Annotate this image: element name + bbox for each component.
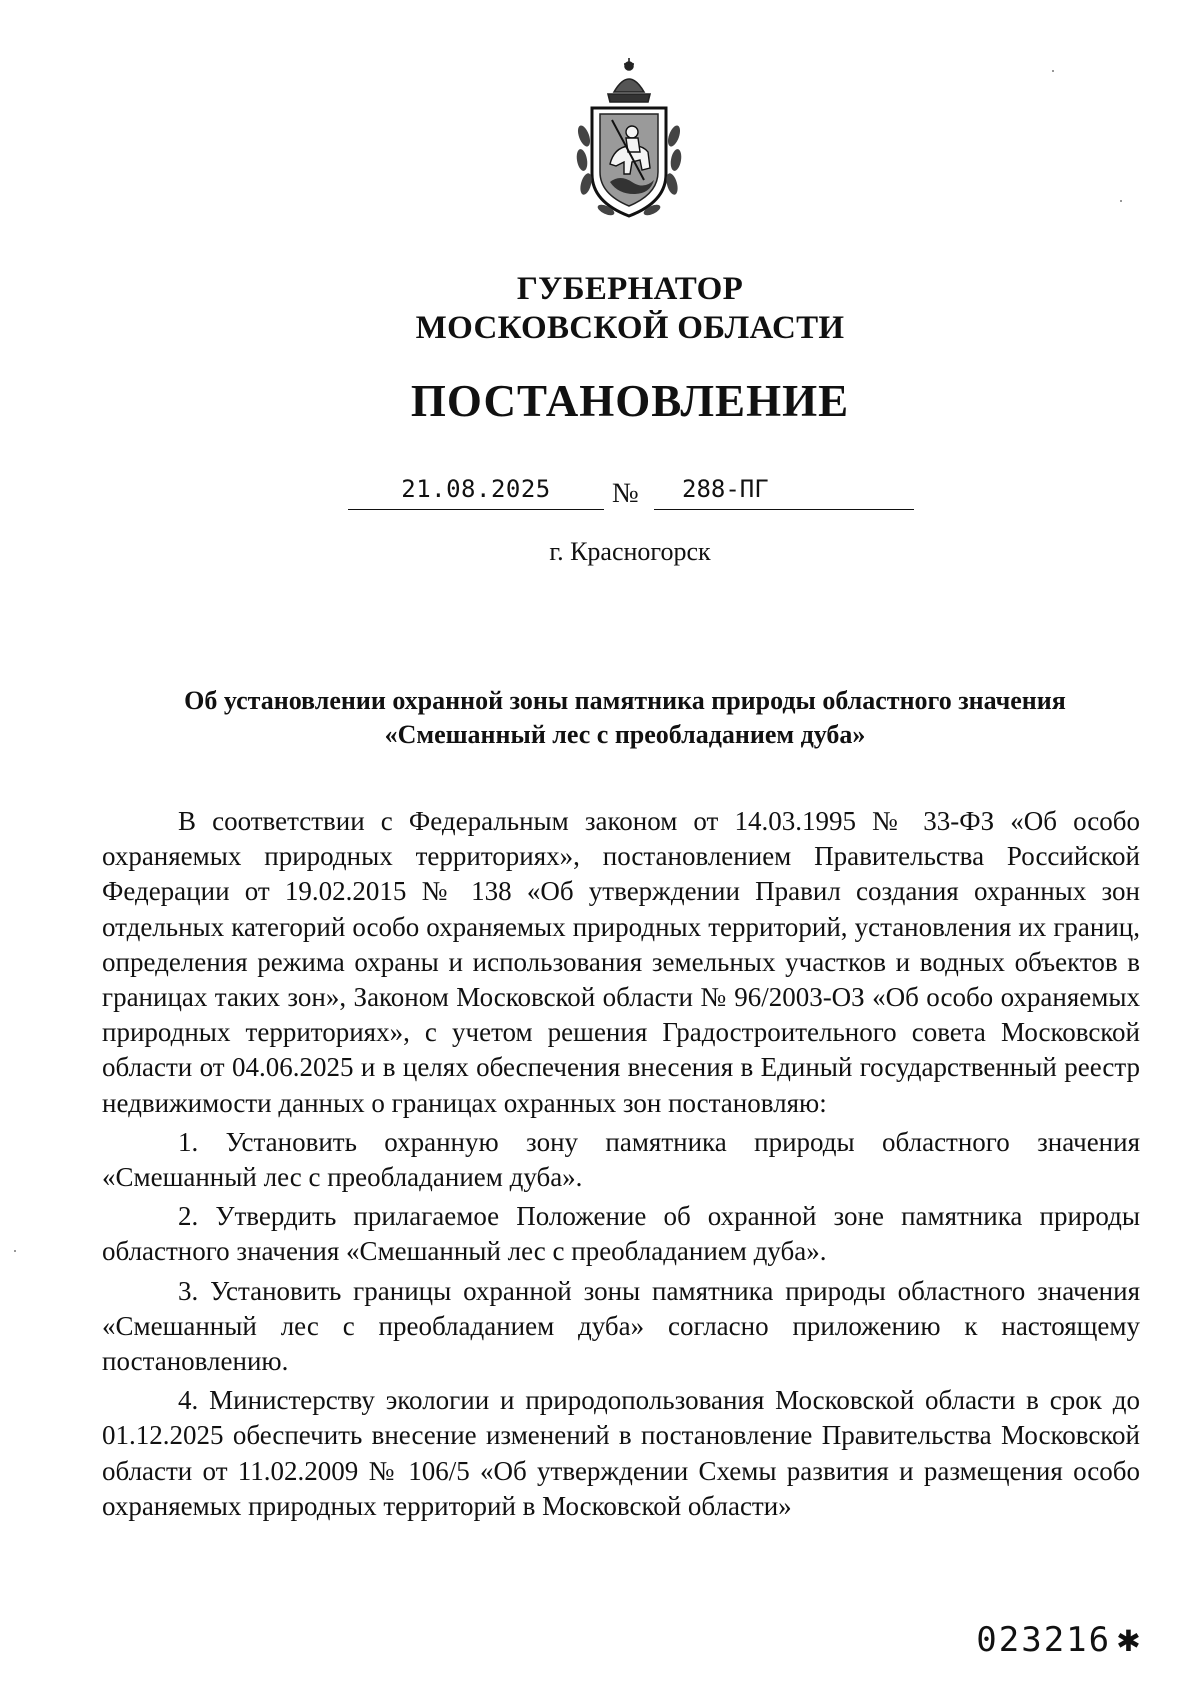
serial-digits: 023216 — [976, 1620, 1112, 1660]
registration-line — [0, 474, 1200, 514]
form-serial-number — [976, 1618, 1142, 1660]
issuer-line-1: ГУБЕРНАТОР — [516, 271, 744, 307]
preamble-paragraph: В соответствии с Федеральным законом от 14.03.1995 № 33-ФЗ «Об особо охраняемых природных территориях», постановлением Правительства Российской Федерации от 19.02.2015 № 138 «Об утверждении Правил создания охранных зон отдельных категорий особо охраняемых природных территорий, установления их границ, определения режима охраны и использования земельных участков и водных объектов в границах таких зон», Законом Московской области № 96/2003-ОЗ «Об особо охраняемых природных территориях», с учетом решения Градостроительного совета Московской области от 04.06.2025 и в целях обеспечения внесения в Единый государственный реестр недвижимости данных о границах охранных зон постановляю: — [102, 806, 1140, 1118]
clause-2: 2. Утвердить прилагаемое Положение об охранной зоне памятника природы областного значения «Смешанный лес с преобладанием дуба». — [102, 1201, 1140, 1267]
subject-line-2: «Смешанный лес с преобладанием дуба» — [384, 720, 866, 749]
document-date: 21.08.2025 — [401, 475, 551, 503]
scan-speck — [1052, 70, 1054, 72]
issuer-line-2: МОСКОВСКОЙ ОБЛАСТИ — [415, 310, 845, 346]
subject-line-1: Об установлении охранной зоны памятника природы областного значения — [184, 686, 1066, 715]
document-body — [102, 804, 1140, 1528]
scan-speck — [1120, 200, 1122, 202]
clause-4: 4. Министерству экологии и природопользования Московской области в срок до 01.12.2025 обеспечить внесение изменений в постановление Правительства Московской области от 11.02.2009 № 106/5 «Об утверждении Схемы развития и размещения особо охраняемых природных территорий в Московской области» — [102, 1385, 1140, 1521]
coat-of-arms-icon — [570, 56, 688, 224]
document-subject — [100, 684, 1150, 752]
number-sign: № — [612, 478, 639, 509]
scan-speck — [14, 1250, 16, 1252]
number-underline — [654, 509, 914, 510]
clause-1: 1. Установить охранную зону памятника природы областного значения «Смешанный лес с преобладанием дуба». — [102, 1126, 1140, 1193]
issuer-heading — [0, 270, 1200, 348]
document-type-title: ПОСТАНОВЛЕНИЕ — [410, 376, 850, 426]
city-of-issue: г. Красногорск — [549, 537, 711, 566]
clause-3: 3. Установить границы охранной зоны памятника природы областного значения «Смешанный лес с преобладанием дуба» согласно приложению к настоящему постановлению. — [102, 1275, 1140, 1377]
serial-star-mark: ✱ — [1117, 1616, 1142, 1660]
date-underline — [348, 509, 604, 510]
document-number: 288-ПГ — [682, 475, 769, 503]
